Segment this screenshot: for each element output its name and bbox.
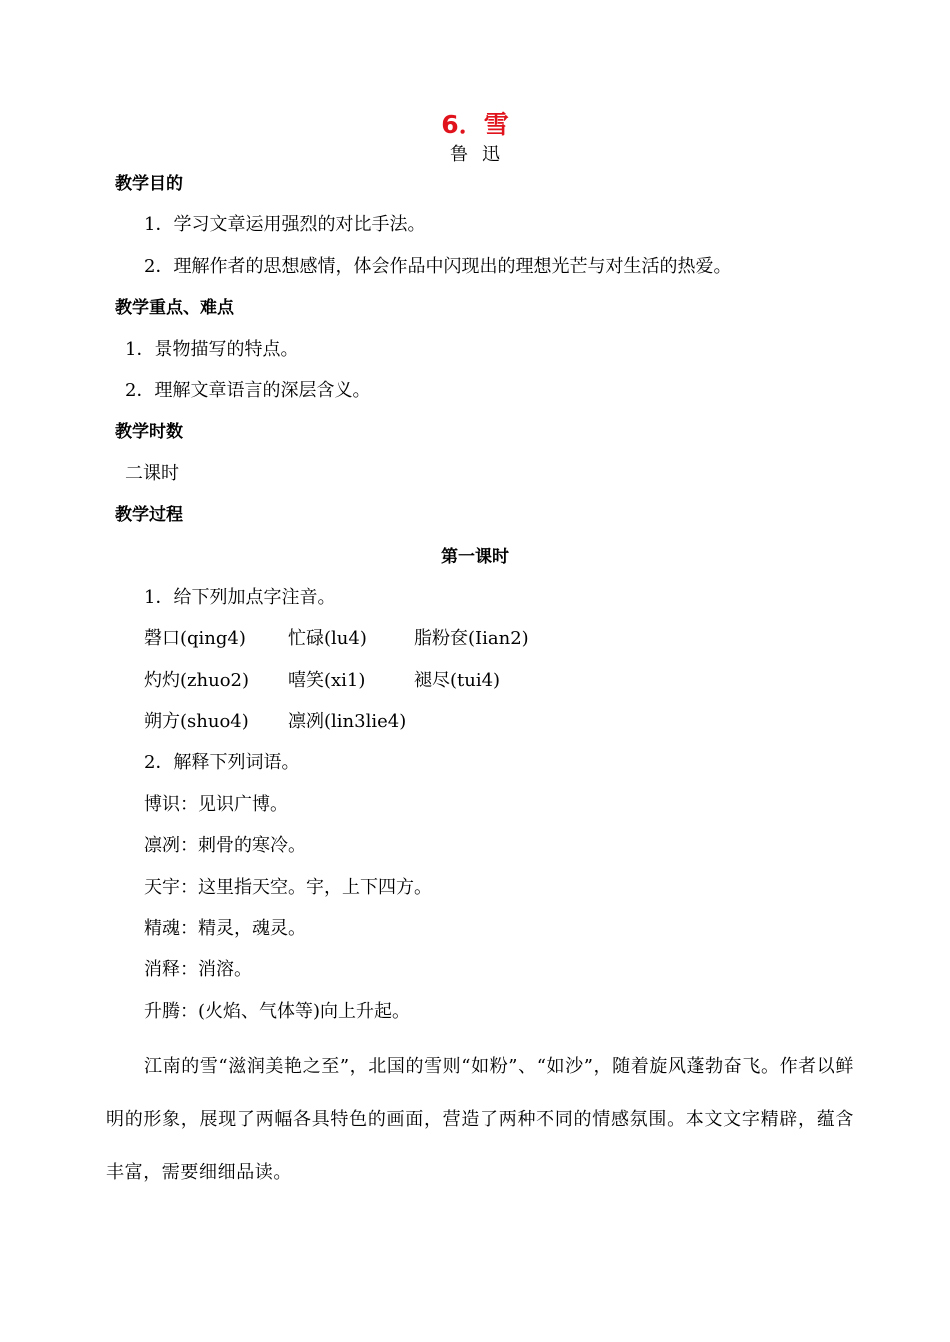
pinyin-prompt: 1．给下列加点字注音。 <box>144 587 336 608</box>
pinyin-item: 忙碌(lu4) <box>288 628 367 649</box>
keypoint-2: 2．理解文章语言的深层含义。 <box>125 380 371 401</box>
pinyin-item: 凛冽(lin3lie4) <box>288 711 407 732</box>
pinyin-item: 灼灼(zhuo2) <box>144 670 250 691</box>
vocab-item: 博识：见识广博。 <box>144 794 288 815</box>
vocab-item: 升腾：(火焰、气体等)向上升起。 <box>144 1001 411 1022</box>
pinyin-item: 褪尽(tui4) <box>414 670 501 691</box>
pinyin-item: 嘻笑(xi1) <box>288 670 366 691</box>
pinyin-item: 磬口(qing4) <box>144 628 246 649</box>
hours-value: 二课时 <box>125 463 179 484</box>
process-heading: 教学过程 <box>115 505 183 525</box>
vocab-item: 消释：消溶。 <box>144 959 252 980</box>
vocab-item: 精魂：精灵，魂灵。 <box>144 918 306 939</box>
pinyin-item: 脂粉奁(Iian2) <box>414 628 529 649</box>
hours-heading: 教学时数 <box>115 422 183 442</box>
objective-2: 2．理解作者的思想感情，体会作品中闪现出的理想光芒与对生活的热爱。 <box>144 256 732 277</box>
author-name: 鲁迅 <box>450 144 514 165</box>
lesson-title: 6．雪 <box>441 110 509 139</box>
keypoints-heading: 教学重点、难点 <box>115 298 234 318</box>
pinyin-item: 朔方(shuo4) <box>144 711 249 732</box>
objective-1: 1．学习文章运用强烈的对比手法。 <box>144 214 426 235</box>
vocab-item: 天宇：这里指天空。宇，上下四方。 <box>144 877 432 898</box>
vocab-prompt: 2．解释下列词语。 <box>144 752 300 773</box>
lesson-1-heading: 第一课时 <box>441 547 509 567</box>
keypoint-1: 1．景物描写的特点。 <box>125 339 299 360</box>
vocab-item: 凛冽：刺骨的寒冷。 <box>144 835 306 856</box>
summary-paragraph: 江南的雪“滋润美艳之至”，北国的雪则“如粉”、“如沙”，随着旋风蓬勃奋飞。作者以鲜明的形象，展现了两幅各具特色的画面，营造了两种不同的情感氛围。本文文字精辟，蕴含丰富，需要细细品读。 <box>106 1056 854 1183</box>
objectives-heading: 教学目的 <box>115 174 183 194</box>
